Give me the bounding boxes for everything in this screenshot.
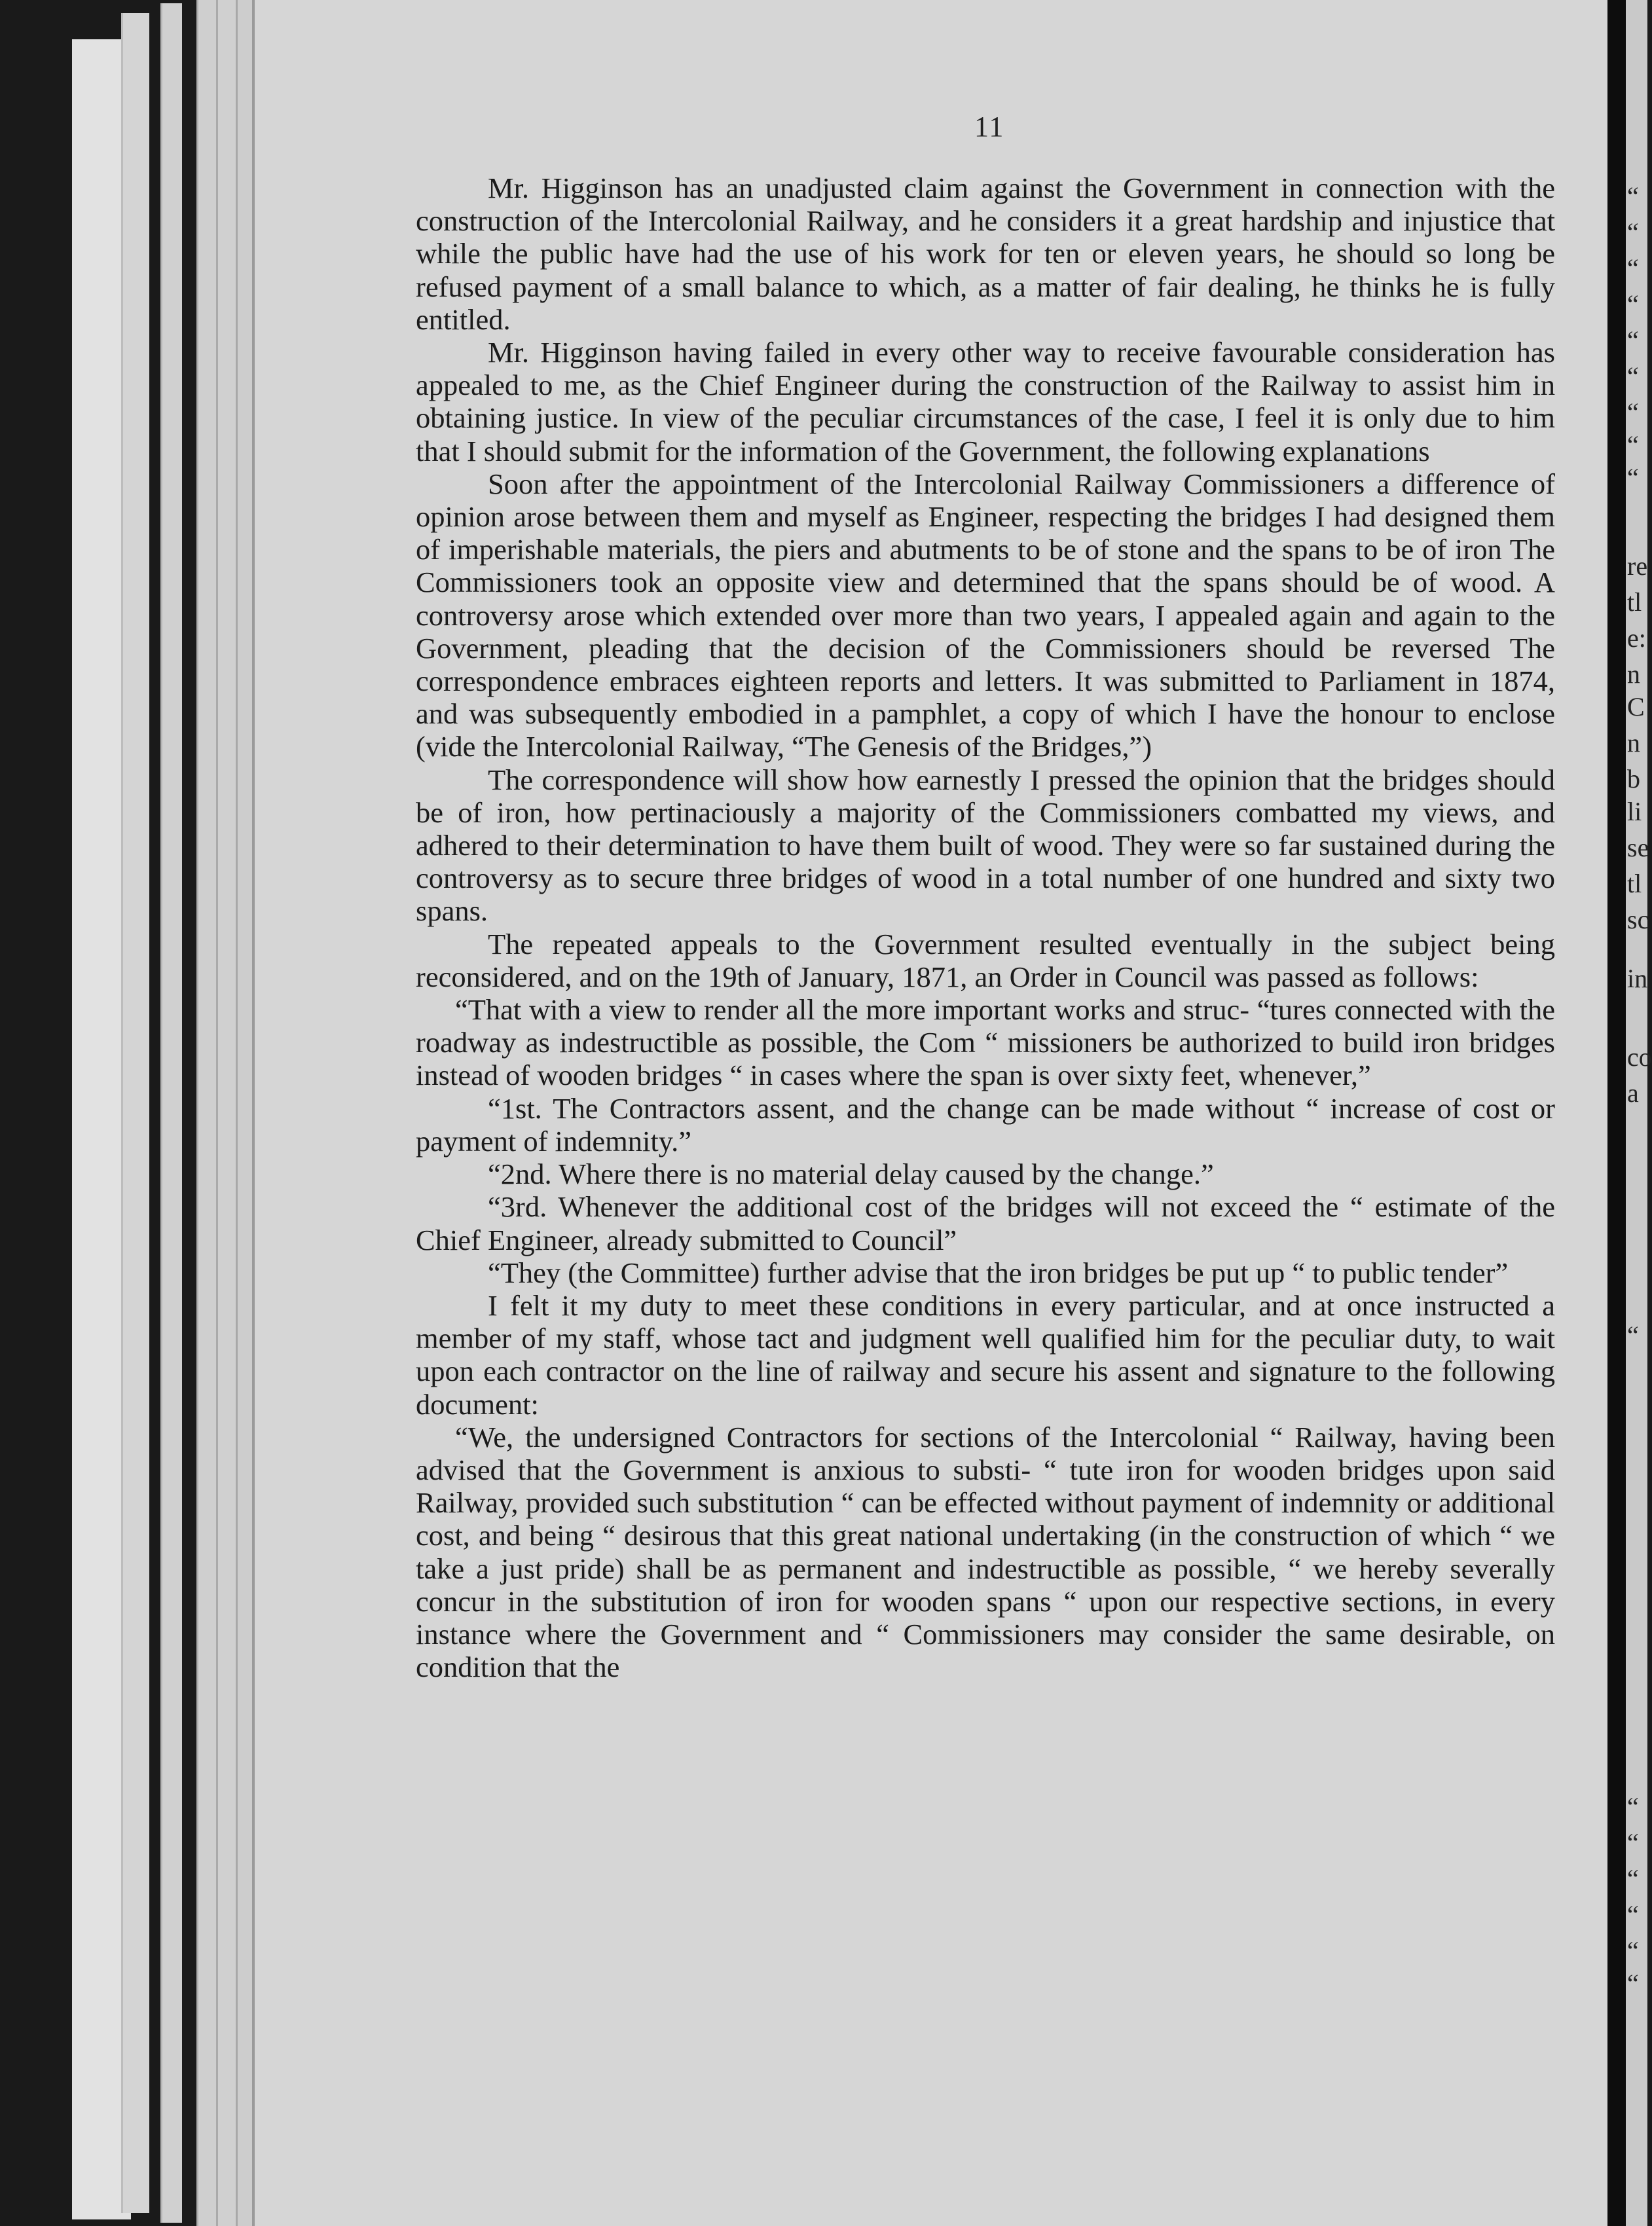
- page-stack-edge: [121, 13, 149, 2213]
- paragraph-duty: I felt it my duty to meet these conditions in every particular, and at once instructed a member of my staff, whose tact and judgment well qualified him for the peculiar duty, to wait upon each contractor on the line of railway and secure his assent and signature to the following document:: [416, 1288, 1555, 1421]
- adjacent-page-fragment: tl: [1627, 869, 1642, 898]
- binding-gutter: [1607, 0, 1626, 2226]
- adjacent-page-fragment: “: [1627, 463, 1639, 492]
- paragraph-correspondence: The correspondence will show how earnestly I pressed the opinion that the bridges should be of iron, how pertinaciously a majority of the Commissioners combatted my views, and adhered to their determination to have them built of wood. They were so far sustained during the controversy as to secure three bridges of wood in a total number of one hundred and sixty two spans.: [416, 763, 1555, 928]
- quote-contractors-document: “We, the undersigned Contractors for sections of the Intercolonial “ Railway, having been advised that the Government is anxious to substi- “ tute iron for wooden bridges upon said Railway, provided such substitution “ can be effected without payment of indemnity or additional cost, and being “ desirous that this great national undertaking (in the construction of which “ we take a just pride) shall be as permanent and indestructible as possible, “ we hereby severally concur in the substitution of iron for wooden spans “ upon our respective sections, in every instance where the Government and “ Commissioners may consider the same desirable, on condition that the: [416, 1420, 1555, 1684]
- adjacent-page-fragment: a: [1627, 1078, 1639, 1108]
- adjacent-page-edge: [1626, 0, 1652, 2226]
- adjacent-page-fragment: “: [1627, 1792, 1639, 1821]
- page-stack-edge: [216, 0, 238, 2226]
- page-stack-edge: [196, 0, 218, 2226]
- adjacent-page-fragment: “: [1627, 361, 1639, 391]
- adjacent-page-fragment: C: [1627, 692, 1645, 721]
- adjacent-page-fragment: b: [1627, 764, 1640, 794]
- paragraph-claim: Mr. Higginson has an unadjusted claim against the Government in connection with the construction of the Intercolonial Railway, and he considers it a great hardship and injustice that while the public have had the use of his work for ten or eleven years, he should so long be refused payment of a small balance to which, as a matter of fair dealing, he thinks he is fully entitled.: [416, 172, 1555, 336]
- adjacent-page-fragment: “: [1627, 253, 1639, 283]
- paragraph-controversy: Soon after the appointment of the Intercolonial Railway Commissioners a difference of opinion arose between them and myself as Engineer, respecting the bridges I had designed them of imperishable materials, the piers and abutments to be of stone and the spans to be of iron The Commissioners took an opposite view and determined that the spans should be of wood. A controversy arose which extended over more than two years, I appealed again and again to the Government, pleading that the decision of the Commissioners should be reversed The correspondence embraces eighteen reports and letters. It was submitted to Parliament in 1874, and was subsequently embodied in a pamphlet, a copy of which I have the honour to enclose (vide the Intercolonial Railway, “The Genesis of the Bridges,”): [416, 467, 1555, 763]
- adjacent-page-fragment: e:: [1627, 623, 1646, 653]
- adjacent-page-fragment: “: [1627, 1936, 1639, 1965]
- adjacent-page-fragment: “: [1627, 289, 1639, 319]
- adjacent-page-fragment: sc: [1627, 905, 1649, 934]
- adjacent-page-fragment: “: [1627, 217, 1639, 247]
- paragraph-appeal: Mr. Higginson having failed in every other way to receive favourable consideration has appealed to me, as the Chief Engineer during the construction of the Railway to assist him in obtaining justice. In view of the peculiar circumstances of the case, I feel it is only due to him that I should submit for the information of the Government, the following explanations: [416, 336, 1555, 467]
- quote-committee-advice: “They (the Committee) further advise that the iron bridges be put up “ to public tender”: [488, 1256, 1509, 1289]
- adjacent-page-fragment: “: [1627, 181, 1639, 211]
- adjacent-page-fragment: n: [1627, 659, 1640, 689]
- adjacent-page-fragment: in: [1627, 964, 1648, 993]
- adjacent-page-fragment: “: [1627, 325, 1639, 355]
- adjacent-page-fragment: “: [1627, 397, 1639, 427]
- page-number: 11: [974, 111, 1005, 143]
- adjacent-page-fragment: “: [1627, 1900, 1639, 1929]
- adjacent-page-fragment: “: [1627, 1864, 1639, 1893]
- adjacent-page-fragment: “: [1627, 430, 1639, 460]
- quote-condition-2: “2nd. Where there is no material delay caused by the change.”: [488, 1158, 1214, 1191]
- quote-order-in-council: “That with a view to render all the more important works and struc- “tures connected with the roadway as indestructible as possible, the Com “ missioners be authorized to build iron bridges instead of wooden bridges “ in cases where the span is over sixty feet, whenever,”: [416, 993, 1555, 1092]
- page-stack-edge: [160, 3, 182, 2223]
- page-body: [416, 172, 1555, 1683]
- adjacent-page-fragment: co: [1627, 1042, 1652, 1072]
- adjacent-page-fragment: “: [1627, 1321, 1639, 1350]
- quote-condition-1: “1st. The Contractors assent, and the change can be made without “ increase of cost or payment of indemnity.”: [416, 1091, 1555, 1158]
- adjacent-page-fragment: re: [1627, 551, 1648, 581]
- quote-condition-3: “3rd. Whenever the additional cost of the bridges will not exceed the “ estimate of the Chief Engineer, already submitted to Council”: [416, 1190, 1555, 1256]
- adjacent-page-fragment: tl: [1627, 587, 1642, 617]
- adjacent-page-fragment: se: [1627, 833, 1649, 862]
- adjacent-page-fragment: n: [1627, 728, 1640, 757]
- paragraph-order-intro: The repeated appeals to the Government resulted eventually in the subject being reconsidered, and on the 19th of January, 1871, an Order in Council was passed as follows:: [416, 927, 1555, 993]
- adjacent-page-fragment: “: [1627, 1969, 1639, 1998]
- adjacent-page-fragment: li: [1627, 797, 1642, 826]
- adjacent-page-fragment: “: [1627, 1828, 1639, 1857]
